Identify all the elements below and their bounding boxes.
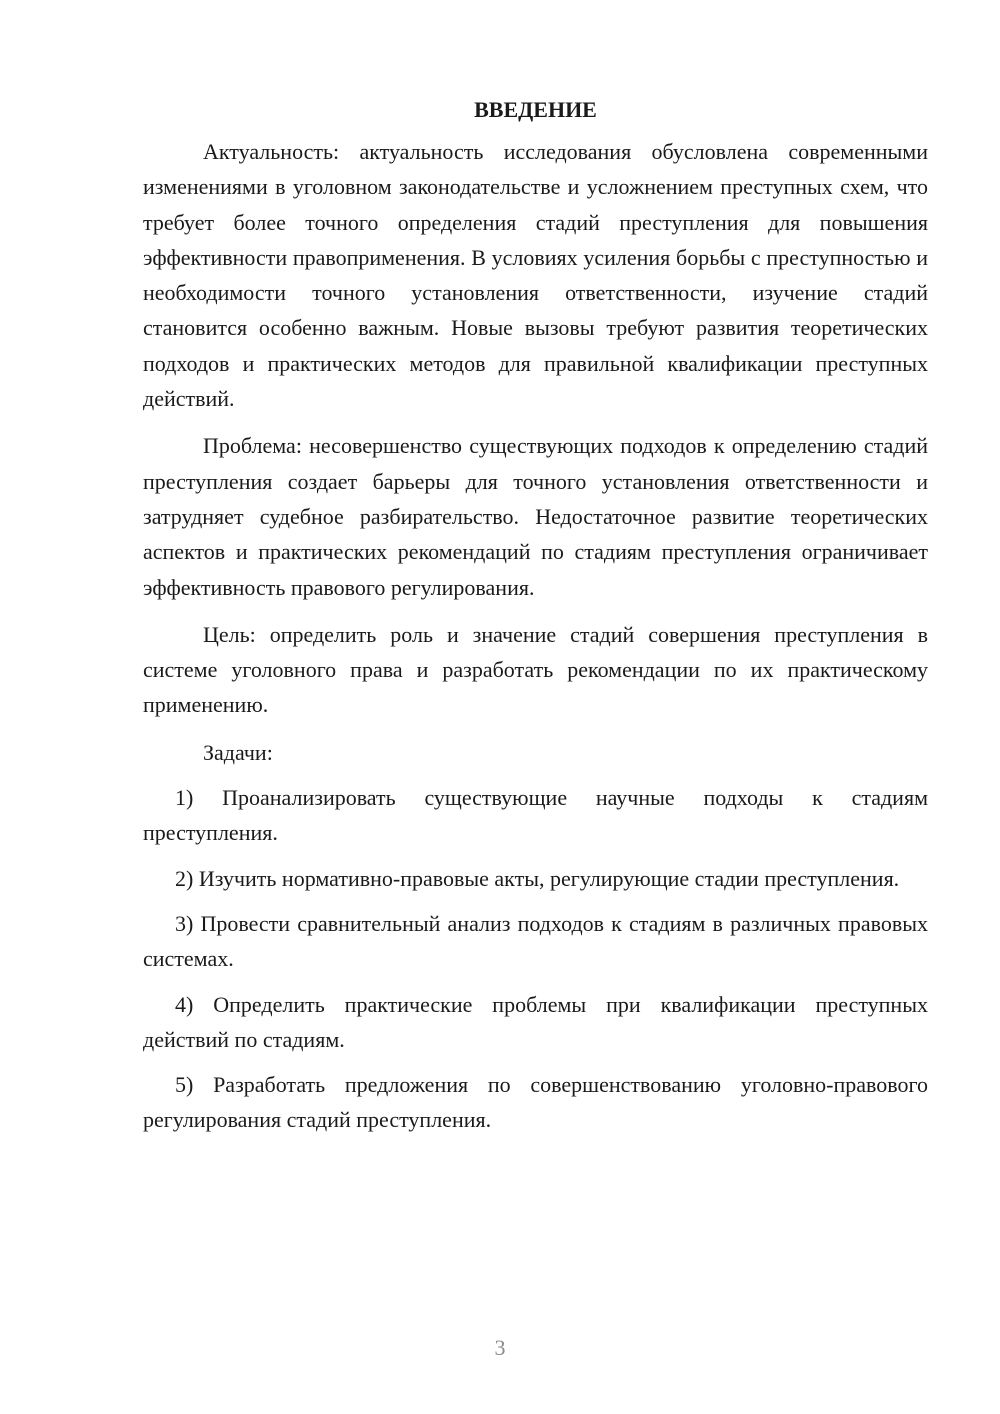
tasks-list [143,780,928,1138]
list-item: 5) Разработать предложения по совершенствованию уголовно-правового регулирования стадий преступления. [143,1072,928,1133]
list-item: 4) Определить практические проблемы при квалификации преступных действий по стадиям. [143,991,928,1052]
list-item: 1) Проанализировать существующие научные подходы к стадиям преступления. [143,785,928,846]
section-title: ВВЕДЕНИЕ [474,97,597,122]
paragraph-goal: Цель: определить роль и значение стадий совершения преступления в системе уголовного права и разработать рекомендации по их практическому применению. [143,621,928,718]
document-page [143,92,928,1148]
page-number: 3 [494,1335,506,1360]
paragraph-problem: Проблема: несовершенство существующих подходов к определению стадий преступления создает барьеры для точного установления ответственности и затрудняет судебное разбирательство. Недостаточное развитие теоретических аспектов и практических рекомендаций по стадиям преступления ограничивает эффективность правового регулирования. [143,433,928,600]
tasks-heading: Задачи: [203,739,273,765]
paragraph-relevance: Актуальность: актуальность исследования обусловлена современными изменениями в уголовном законодательстве и усложнением преступных схем, что требует более точного определения стадий преступления для повышения эффективности правоприменения. В условиях усиления борьбы с преступностью и необходимости точного установления ответственности, изучение стадий становится особенно важным. Новые вызовы требуют развития теоретических подходов и практических методов для правильной квалификации преступных действий. [143,139,928,412]
list-item: 2) Изучить нормативно-правовые акты, регулирующие стадии преступления. [175,865,900,891]
list-item: 3) Провести сравнительный анализ подходов к стадиям в различных правовых системах. [143,910,928,972]
